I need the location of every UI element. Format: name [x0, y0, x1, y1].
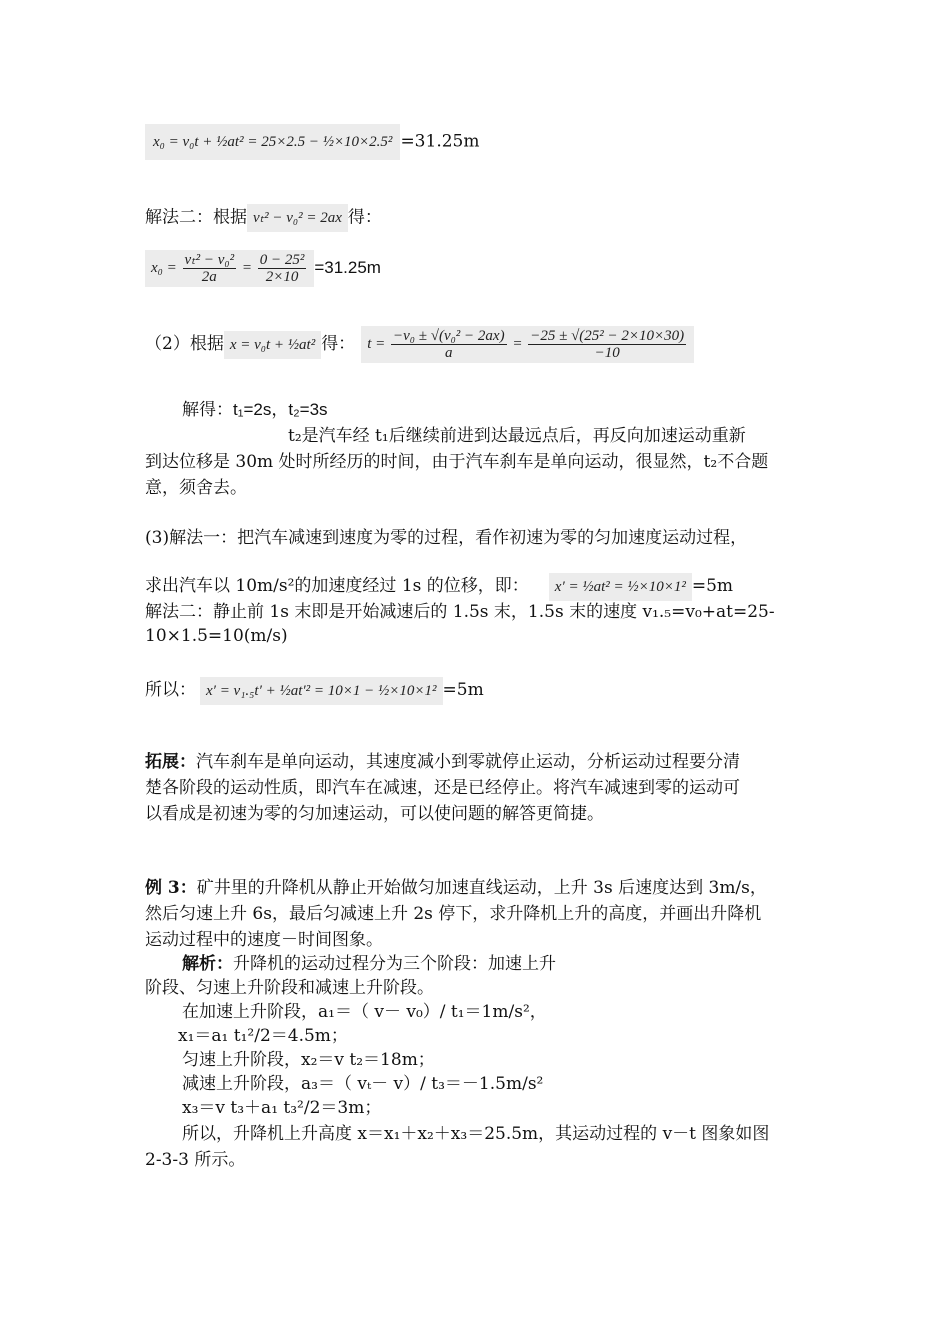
analysis-conclusion-1: 所以，升降机上升高度 x＝x₁＋x₂＋x₃＝25.5m，其运动过程的 v－t 图象如图	[182, 1124, 770, 1144]
eq2-denominator: a	[445, 345, 453, 361]
equation-x0-fraction	[145, 250, 314, 287]
para-t2-line2: 到达位移是 30m 处时所经历的时间，由于汽车刹车是单向运动，很显然，t₂不合题	[145, 452, 769, 472]
analysis-step-4: 减速上升阶段，a₃＝（ vₜ－ v）/ t₃＝－1.5m/s²	[182, 1074, 544, 1094]
eq2-numerator-2: −25 ± √(25² − 2×10×30)	[530, 328, 685, 344]
eq2-numerator: −v₀ ± √(v₀² − 2ax)	[392, 328, 505, 344]
method-2-intro	[145, 204, 382, 232]
method-2-line2: 10×1.5=10(m/s)	[145, 626, 288, 646]
example-3-text-1: 矿井里的升降机从静止开始做匀加速直线运动，上升 3s 后速度达到 3m/s，	[196, 878, 767, 898]
example-3-line3: 运动过程中的速度－时间图象。	[145, 930, 383, 950]
so-label: 所以：	[145, 680, 196, 700]
eq-equals: =	[241, 259, 252, 276]
eq-numerator-2: 0 − 25²	[259, 252, 305, 268]
analysis-line2: 阶段、匀速上升阶段和减速上升阶段。	[145, 978, 434, 998]
equation-velocity-displacement: vₜ² − v₀² = 2ax	[247, 204, 348, 232]
eq-lhs: x₀ =	[151, 259, 177, 276]
result-5m: =5m	[691, 576, 734, 596]
part-3-displacement-line	[145, 556, 733, 601]
method-2-line1: 解法二：静止前 1s 末即是开始减速后的 1.5s 末，1.5s 末的速度 v₁.₅=v₀+at=25-	[145, 602, 775, 622]
analysis-line1	[182, 952, 556, 976]
eq2-denominator-2: −10	[594, 345, 620, 361]
result-5m-2: =5m	[442, 680, 484, 700]
extension-line3: 以看成是初速为零的匀加速运动，可以使问题的解答更简捷。	[145, 804, 604, 824]
method-2-equation-line	[145, 250, 381, 287]
analysis-step-2: x₁＝a₁ t₁²/2＝4.5m；	[178, 1026, 348, 1046]
part-3-method-1: (3)解法一：把汽车减速到速度为零的过程，看作初速为零的匀加速度运动过程，	[145, 528, 748, 548]
example-3-label: 例 3：	[145, 878, 197, 898]
analysis-conclusion-2: 2-3-3 所示。	[145, 1150, 246, 1170]
equation-displacement: x = v₀t + ½at²	[224, 331, 321, 359]
equation-x-prime: x′ = ½at² = ½×10×1²	[549, 573, 692, 601]
part-2-mid: 得：	[321, 334, 356, 354]
so-line	[145, 652, 484, 705]
part-2-label: （2）根据	[145, 334, 224, 354]
example-3-line1	[145, 876, 767, 900]
analysis-label: 解析：	[182, 954, 233, 974]
para-t2-line1: t₂是汽车经 t₁后继续前进到达最远点后，再反向加速运动重新	[288, 426, 746, 446]
eq-denominator-2: 2×10	[265, 269, 299, 285]
eq-denominator: 2a	[201, 269, 217, 285]
analysis-step-5: x₃＝v t₃＋a₁ t₃²/2＝3m；	[182, 1098, 382, 1118]
analysis-step-1: 在加速上升阶段，a₁＝（ v－ v₀）/ t₁＝1m/s²，	[182, 1002, 547, 1022]
method-2-label: 解法二：根据	[145, 207, 247, 228]
extension-label: 拓展：	[145, 752, 196, 772]
part-3-pre: 求出汽车以 10m/s²的加速度经过 1s 的位移，即：	[145, 576, 529, 596]
extension-line2: 楚各阶段的运动性质，即汽车在减速，还是已经停止。将汽车减速到零的运动可	[145, 778, 740, 798]
solution-t-values: 解得：t₁=2s，t₂=3s	[182, 400, 328, 419]
analysis-step-3: 匀速上升阶段，x₂＝v t₂＝18m；	[182, 1050, 435, 1070]
result-31-25m-2: =31.25m	[314, 258, 381, 277]
solution-1-line	[145, 124, 479, 160]
equation-x-prime-2: x′ = v₁.₅t′ + ½at′² = 10×1 − ½×10×1²	[200, 677, 443, 705]
analysis-text-1: 升降机的运动过程分为三个阶段：加速上升	[233, 954, 556, 974]
equation-x0-kinematic: x₀ = v₀t + ½at² = 25×2.5 − ½×10×2.5²	[145, 124, 400, 160]
method-2-post: 得：	[347, 207, 382, 228]
equation-t-quadratic: t = $\frac{\text{−v₀ ± √(v₀² − 2ax)}}{a}$ = $\frac{\text{−25 ± √(25² − 2×10×30)}}{-10}$	[361, 326, 694, 363]
example-3-line2: 然后匀速上升 6s，最后匀减速上升 2s 停下，求升降机上升的高度，并画出升降机	[145, 904, 762, 924]
extension-text-1: 汽车刹车是单向运动，其速度减小到零就停止运动，分析运动过程要分清	[196, 752, 740, 772]
result-31-25m: =31.25m	[400, 131, 480, 152]
eq-numerator: vₜ² − v₀²	[184, 252, 235, 268]
eq2-lhs: t =	[367, 335, 386, 352]
extension-line1	[145, 750, 740, 774]
part-2-line	[145, 326, 694, 363]
para-t2-line3: 意，须舍去。	[145, 478, 247, 498]
